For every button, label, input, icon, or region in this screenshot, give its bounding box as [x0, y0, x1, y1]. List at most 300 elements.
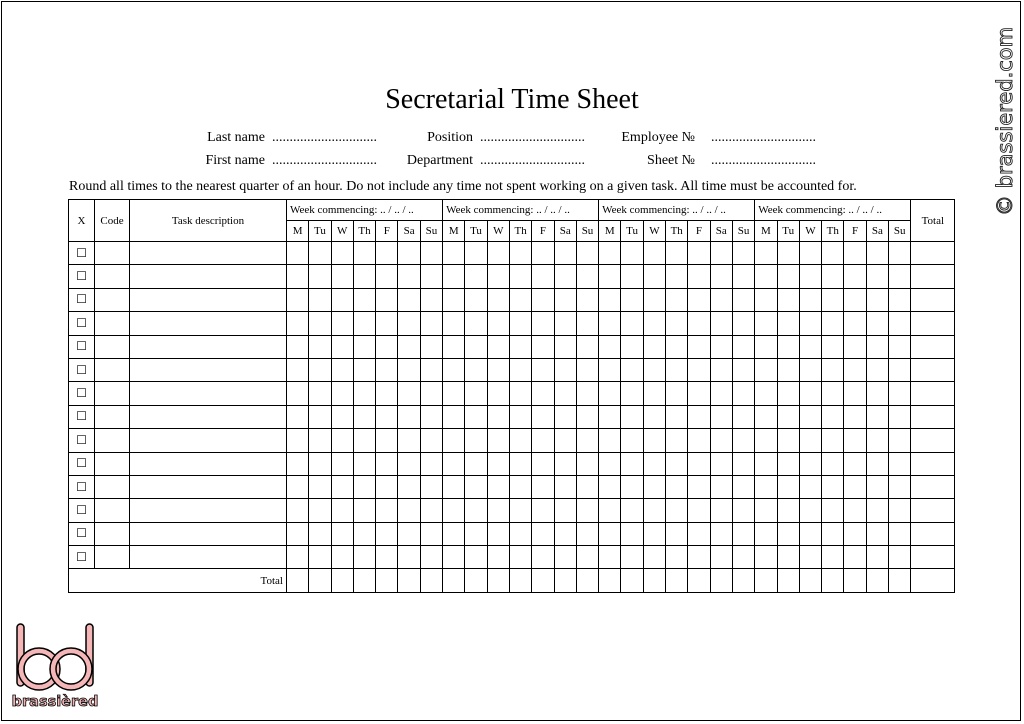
hours-cell[interactable] — [621, 452, 643, 475]
hours-cell[interactable] — [732, 475, 754, 498]
hours-cell[interactable] — [443, 382, 465, 405]
hours-cell[interactable] — [688, 405, 710, 428]
hours-cell[interactable] — [465, 358, 487, 381]
hours-cell[interactable] — [554, 242, 576, 265]
hours-cell[interactable] — [777, 499, 799, 522]
hours-cell[interactable] — [822, 522, 844, 545]
hours-cell[interactable] — [331, 382, 353, 405]
hours-cell[interactable] — [465, 546, 487, 569]
hours-cell[interactable] — [420, 242, 442, 265]
hours-cell[interactable] — [465, 265, 487, 288]
hours-cell[interactable] — [643, 546, 665, 569]
hours-cell[interactable] — [287, 382, 309, 405]
hours-cell[interactable] — [710, 499, 732, 522]
hours-cell[interactable] — [621, 265, 643, 288]
hours-cell[interactable] — [599, 546, 621, 569]
hours-cell[interactable] — [889, 265, 911, 288]
hours-cell[interactable] — [554, 452, 576, 475]
hours-cell[interactable] — [532, 452, 554, 475]
hours-cell[interactable] — [487, 312, 509, 335]
hours-cell[interactable] — [643, 382, 665, 405]
hours-cell[interactable] — [844, 452, 866, 475]
hours-cell[interactable] — [777, 429, 799, 452]
hours-cell[interactable] — [799, 522, 821, 545]
hours-cell[interactable] — [398, 382, 420, 405]
day-total-cell[interactable] — [621, 569, 643, 592]
hours-cell[interactable] — [889, 475, 911, 498]
hours-cell[interactable] — [822, 452, 844, 475]
hours-cell[interactable] — [822, 382, 844, 405]
hours-cell[interactable] — [576, 429, 598, 452]
hours-cell[interactable] — [755, 452, 777, 475]
hours-cell[interactable] — [621, 312, 643, 335]
hours-cell[interactable] — [688, 546, 710, 569]
hours-cell[interactable] — [732, 335, 754, 358]
hours-cell[interactable] — [844, 475, 866, 498]
hours-cell[interactable] — [376, 335, 398, 358]
hours-cell[interactable] — [799, 265, 821, 288]
hours-cell[interactable] — [420, 382, 442, 405]
day-total-cell[interactable] — [554, 569, 576, 592]
hours-cell[interactable] — [621, 522, 643, 545]
hours-cell[interactable] — [643, 405, 665, 428]
hours-cell[interactable] — [576, 522, 598, 545]
hours-cell[interactable] — [599, 358, 621, 381]
hours-cell[interactable] — [576, 452, 598, 475]
hours-cell[interactable] — [398, 405, 420, 428]
hours-cell[interactable] — [353, 452, 375, 475]
hours-cell[interactable] — [509, 475, 531, 498]
hours-cell[interactable] — [666, 522, 688, 545]
hours-cell[interactable] — [889, 288, 911, 311]
day-total-cell[interactable] — [376, 569, 398, 592]
hours-cell[interactable] — [755, 382, 777, 405]
hours-cell[interactable] — [532, 312, 554, 335]
hours-cell[interactable] — [487, 546, 509, 569]
hours-cell[interactable] — [822, 405, 844, 428]
code-cell[interactable] — [95, 429, 130, 452]
hours-cell[interactable] — [554, 546, 576, 569]
hours-cell[interactable] — [844, 288, 866, 311]
hours-cell[interactable] — [376, 452, 398, 475]
hours-cell[interactable] — [732, 358, 754, 381]
hours-cell[interactable] — [688, 452, 710, 475]
hours-cell[interactable] — [398, 358, 420, 381]
row-total-cell[interactable] — [911, 405, 955, 428]
hours-cell[interactable] — [554, 265, 576, 288]
hours-cell[interactable] — [465, 522, 487, 545]
hours-cell[interactable] — [509, 429, 531, 452]
hours-cell[interactable] — [755, 475, 777, 498]
hours-cell[interactable] — [710, 452, 732, 475]
last-name-value[interactable]: .............................. — [272, 130, 377, 145]
hours-cell[interactable] — [509, 499, 531, 522]
hours-cell[interactable] — [287, 452, 309, 475]
hours-cell[interactable] — [889, 242, 911, 265]
hours-cell[interactable] — [732, 452, 754, 475]
hours-cell[interactable] — [532, 475, 554, 498]
hours-cell[interactable] — [866, 242, 888, 265]
day-total-cell[interactable] — [822, 569, 844, 592]
hours-cell[interactable] — [309, 335, 331, 358]
hours-cell[interactable] — [443, 242, 465, 265]
hours-cell[interactable] — [822, 429, 844, 452]
hours-cell[interactable] — [822, 312, 844, 335]
position-value[interactable]: .............................. — [480, 130, 585, 145]
hours-cell[interactable] — [465, 242, 487, 265]
hours-cell[interactable] — [777, 405, 799, 428]
hours-cell[interactable] — [866, 429, 888, 452]
hours-cell[interactable] — [443, 335, 465, 358]
task-checkbox[interactable]: ☐ — [69, 358, 95, 381]
day-total-cell[interactable] — [576, 569, 598, 592]
hours-cell[interactable] — [710, 546, 732, 569]
hours-cell[interactable] — [822, 358, 844, 381]
code-cell[interactable] — [95, 265, 130, 288]
hours-cell[interactable] — [621, 405, 643, 428]
hours-cell[interactable] — [532, 358, 554, 381]
hours-cell[interactable] — [688, 288, 710, 311]
grand-total-cell[interactable] — [911, 569, 955, 592]
hours-cell[interactable] — [398, 312, 420, 335]
row-total-cell[interactable] — [911, 499, 955, 522]
hours-cell[interactable] — [799, 382, 821, 405]
code-cell[interactable] — [95, 358, 130, 381]
hours-cell[interactable] — [889, 546, 911, 569]
hours-cell[interactable] — [799, 312, 821, 335]
hours-cell[interactable] — [777, 358, 799, 381]
hours-cell[interactable] — [287, 288, 309, 311]
hours-cell[interactable] — [889, 335, 911, 358]
day-total-cell[interactable] — [866, 569, 888, 592]
hours-cell[interactable] — [554, 312, 576, 335]
hours-cell[interactable] — [688, 475, 710, 498]
hours-cell[interactable] — [287, 405, 309, 428]
code-cell[interactable] — [95, 405, 130, 428]
hours-cell[interactable] — [443, 546, 465, 569]
hours-cell[interactable] — [532, 405, 554, 428]
hours-cell[interactable] — [799, 335, 821, 358]
hours-cell[interactable] — [688, 358, 710, 381]
day-total-cell[interactable] — [465, 569, 487, 592]
day-total-cell[interactable] — [666, 569, 688, 592]
row-total-cell[interactable] — [911, 288, 955, 311]
hours-cell[interactable] — [710, 429, 732, 452]
hours-cell[interactable] — [866, 265, 888, 288]
hours-cell[interactable] — [710, 288, 732, 311]
task-checkbox[interactable]: ☐ — [69, 429, 95, 452]
hours-cell[interactable] — [287, 546, 309, 569]
hours-cell[interactable] — [487, 265, 509, 288]
hours-cell[interactable] — [889, 452, 911, 475]
hours-cell[interactable] — [643, 499, 665, 522]
hours-cell[interactable] — [866, 288, 888, 311]
hours-cell[interactable] — [509, 452, 531, 475]
hours-cell[interactable] — [889, 358, 911, 381]
hours-cell[interactable] — [643, 475, 665, 498]
hours-cell[interactable] — [287, 429, 309, 452]
hours-cell[interactable] — [866, 358, 888, 381]
hours-cell[interactable] — [866, 522, 888, 545]
task-description-cell[interactable] — [130, 335, 287, 358]
hours-cell[interactable] — [420, 452, 442, 475]
hours-cell[interactable] — [822, 475, 844, 498]
hours-cell[interactable] — [710, 265, 732, 288]
hours-cell[interactable] — [710, 475, 732, 498]
hours-cell[interactable] — [398, 499, 420, 522]
task-description-cell[interactable] — [130, 522, 287, 545]
hours-cell[interactable] — [710, 522, 732, 545]
hours-cell[interactable] — [889, 522, 911, 545]
code-cell[interactable] — [95, 242, 130, 265]
row-total-cell[interactable] — [911, 382, 955, 405]
hours-cell[interactable] — [822, 499, 844, 522]
hours-cell[interactable] — [465, 335, 487, 358]
hours-cell[interactable] — [287, 312, 309, 335]
hours-cell[interactable] — [420, 475, 442, 498]
hours-cell[interactable] — [666, 475, 688, 498]
hours-cell[interactable] — [509, 265, 531, 288]
hours-cell[interactable] — [688, 499, 710, 522]
hours-cell[interactable] — [509, 288, 531, 311]
task-checkbox[interactable]: ☐ — [69, 475, 95, 498]
hours-cell[interactable] — [443, 265, 465, 288]
hours-cell[interactable] — [309, 358, 331, 381]
week-commencing-header[interactable]: Week commencing: .. / .. / .. — [755, 200, 911, 221]
hours-cell[interactable] — [554, 499, 576, 522]
hours-cell[interactable] — [398, 452, 420, 475]
code-cell[interactable] — [95, 288, 130, 311]
hours-cell[interactable] — [755, 335, 777, 358]
hours-cell[interactable] — [398, 429, 420, 452]
hours-cell[interactable] — [844, 242, 866, 265]
hours-cell[interactable] — [866, 335, 888, 358]
day-total-cell[interactable] — [755, 569, 777, 592]
hours-cell[interactable] — [844, 429, 866, 452]
hours-cell[interactable] — [287, 265, 309, 288]
task-checkbox[interactable]: ☐ — [69, 288, 95, 311]
hours-cell[interactable] — [487, 242, 509, 265]
hours-cell[interactable] — [576, 288, 598, 311]
hours-cell[interactable] — [353, 429, 375, 452]
hours-cell[interactable] — [599, 242, 621, 265]
hours-cell[interactable] — [287, 499, 309, 522]
hours-cell[interactable] — [353, 312, 375, 335]
week-commencing-header[interactable]: Week commencing: .. / .. / .. — [287, 200, 443, 221]
code-cell[interactable] — [95, 522, 130, 545]
day-total-cell[interactable] — [777, 569, 799, 592]
hours-cell[interactable] — [487, 429, 509, 452]
hours-cell[interactable] — [710, 358, 732, 381]
hours-cell[interactable] — [576, 546, 598, 569]
hours-cell[interactable] — [599, 335, 621, 358]
day-total-cell[interactable] — [420, 569, 442, 592]
hours-cell[interactable] — [376, 265, 398, 288]
hours-cell[interactable] — [532, 499, 554, 522]
hours-cell[interactable] — [509, 335, 531, 358]
hours-cell[interactable] — [643, 312, 665, 335]
hours-cell[interactable] — [420, 288, 442, 311]
hours-cell[interactable] — [732, 499, 754, 522]
hours-cell[interactable] — [509, 546, 531, 569]
task-checkbox[interactable]: ☐ — [69, 405, 95, 428]
hours-cell[interactable] — [353, 405, 375, 428]
hours-cell[interactable] — [799, 358, 821, 381]
hours-cell[interactable] — [777, 335, 799, 358]
sheet-number-value[interactable]: .............................. — [711, 153, 816, 168]
hours-cell[interactable] — [643, 242, 665, 265]
hours-cell[interactable] — [331, 265, 353, 288]
hours-cell[interactable] — [509, 522, 531, 545]
hours-cell[interactable] — [621, 288, 643, 311]
hours-cell[interactable] — [777, 475, 799, 498]
hours-cell[interactable] — [554, 288, 576, 311]
hours-cell[interactable] — [666, 358, 688, 381]
hours-cell[interactable] — [799, 499, 821, 522]
hours-cell[interactable] — [487, 475, 509, 498]
hours-cell[interactable] — [732, 382, 754, 405]
hours-cell[interactable] — [465, 405, 487, 428]
hours-cell[interactable] — [576, 312, 598, 335]
row-total-cell[interactable] — [911, 429, 955, 452]
hours-cell[interactable] — [443, 429, 465, 452]
hours-cell[interactable] — [822, 546, 844, 569]
hours-cell[interactable] — [487, 382, 509, 405]
hours-cell[interactable] — [576, 265, 598, 288]
hours-cell[interactable] — [376, 242, 398, 265]
hours-cell[interactable] — [643, 358, 665, 381]
row-total-cell[interactable] — [911, 546, 955, 569]
hours-cell[interactable] — [643, 335, 665, 358]
hours-cell[interactable] — [666, 312, 688, 335]
hours-cell[interactable] — [487, 499, 509, 522]
hours-cell[interactable] — [465, 382, 487, 405]
hours-cell[interactable] — [309, 405, 331, 428]
hours-cell[interactable] — [487, 405, 509, 428]
task-description-cell[interactable] — [130, 452, 287, 475]
hours-cell[interactable] — [532, 265, 554, 288]
hours-cell[interactable] — [509, 312, 531, 335]
hours-cell[interactable] — [599, 499, 621, 522]
hours-cell[interactable] — [554, 358, 576, 381]
hours-cell[interactable] — [376, 546, 398, 569]
task-checkbox[interactable]: ☐ — [69, 335, 95, 358]
day-total-cell[interactable] — [331, 569, 353, 592]
hours-cell[interactable] — [599, 382, 621, 405]
day-total-cell[interactable] — [287, 569, 309, 592]
hours-cell[interactable] — [710, 312, 732, 335]
hours-cell[interactable] — [443, 522, 465, 545]
hours-cell[interactable] — [889, 499, 911, 522]
hours-cell[interactable] — [576, 382, 598, 405]
row-total-cell[interactable] — [911, 265, 955, 288]
hours-cell[interactable] — [732, 265, 754, 288]
task-checkbox[interactable]: ☐ — [69, 522, 95, 545]
hours-cell[interactable] — [443, 499, 465, 522]
hours-cell[interactable] — [732, 405, 754, 428]
task-description-cell[interactable] — [130, 382, 287, 405]
hours-cell[interactable] — [353, 242, 375, 265]
day-total-cell[interactable] — [309, 569, 331, 592]
hours-cell[interactable] — [554, 475, 576, 498]
hours-cell[interactable] — [532, 429, 554, 452]
hours-cell[interactable] — [576, 242, 598, 265]
hours-cell[interactable] — [844, 382, 866, 405]
hours-cell[interactable] — [331, 335, 353, 358]
hours-cell[interactable] — [376, 499, 398, 522]
hours-cell[interactable] — [398, 288, 420, 311]
day-total-cell[interactable] — [509, 569, 531, 592]
hours-cell[interactable] — [889, 312, 911, 335]
hours-cell[interactable] — [777, 452, 799, 475]
hours-cell[interactable] — [532, 242, 554, 265]
hours-cell[interactable] — [309, 452, 331, 475]
hours-cell[interactable] — [866, 312, 888, 335]
hours-cell[interactable] — [398, 522, 420, 545]
hours-cell[interactable] — [398, 335, 420, 358]
code-cell[interactable] — [95, 452, 130, 475]
hours-cell[interactable] — [844, 522, 866, 545]
hours-cell[interactable] — [755, 242, 777, 265]
hours-cell[interactable] — [866, 475, 888, 498]
hours-cell[interactable] — [844, 499, 866, 522]
hours-cell[interactable] — [866, 405, 888, 428]
hours-cell[interactable] — [309, 475, 331, 498]
task-checkbox[interactable]: ☐ — [69, 312, 95, 335]
task-description-cell[interactable] — [130, 499, 287, 522]
hours-cell[interactable] — [376, 405, 398, 428]
hours-cell[interactable] — [465, 475, 487, 498]
hours-cell[interactable] — [688, 429, 710, 452]
hours-cell[interactable] — [643, 265, 665, 288]
hours-cell[interactable] — [398, 475, 420, 498]
row-total-cell[interactable] — [911, 475, 955, 498]
hours-cell[interactable] — [443, 312, 465, 335]
task-description-cell[interactable] — [130, 546, 287, 569]
hours-cell[interactable] — [309, 499, 331, 522]
day-total-cell[interactable] — [688, 569, 710, 592]
hours-cell[interactable] — [777, 312, 799, 335]
task-description-cell[interactable] — [130, 475, 287, 498]
hours-cell[interactable] — [621, 475, 643, 498]
day-total-cell[interactable] — [732, 569, 754, 592]
hours-cell[interactable] — [376, 288, 398, 311]
hours-cell[interactable] — [777, 546, 799, 569]
hours-cell[interactable] — [732, 429, 754, 452]
row-total-cell[interactable] — [911, 358, 955, 381]
hours-cell[interactable] — [331, 499, 353, 522]
hours-cell[interactable] — [576, 358, 598, 381]
hours-cell[interactable] — [331, 312, 353, 335]
row-total-cell[interactable] — [911, 242, 955, 265]
hours-cell[interactable] — [309, 382, 331, 405]
hours-cell[interactable] — [376, 382, 398, 405]
hours-cell[interactable] — [799, 546, 821, 569]
hours-cell[interactable] — [755, 312, 777, 335]
hours-cell[interactable] — [398, 546, 420, 569]
task-description-cell[interactable] — [130, 242, 287, 265]
hours-cell[interactable] — [755, 405, 777, 428]
hours-cell[interactable] — [688, 265, 710, 288]
task-checkbox[interactable]: ☐ — [69, 546, 95, 569]
hours-cell[interactable] — [866, 499, 888, 522]
day-total-cell[interactable] — [532, 569, 554, 592]
hours-cell[interactable] — [643, 288, 665, 311]
hours-cell[interactable] — [755, 429, 777, 452]
hours-cell[interactable] — [420, 312, 442, 335]
hours-cell[interactable] — [621, 429, 643, 452]
hours-cell[interactable] — [844, 312, 866, 335]
